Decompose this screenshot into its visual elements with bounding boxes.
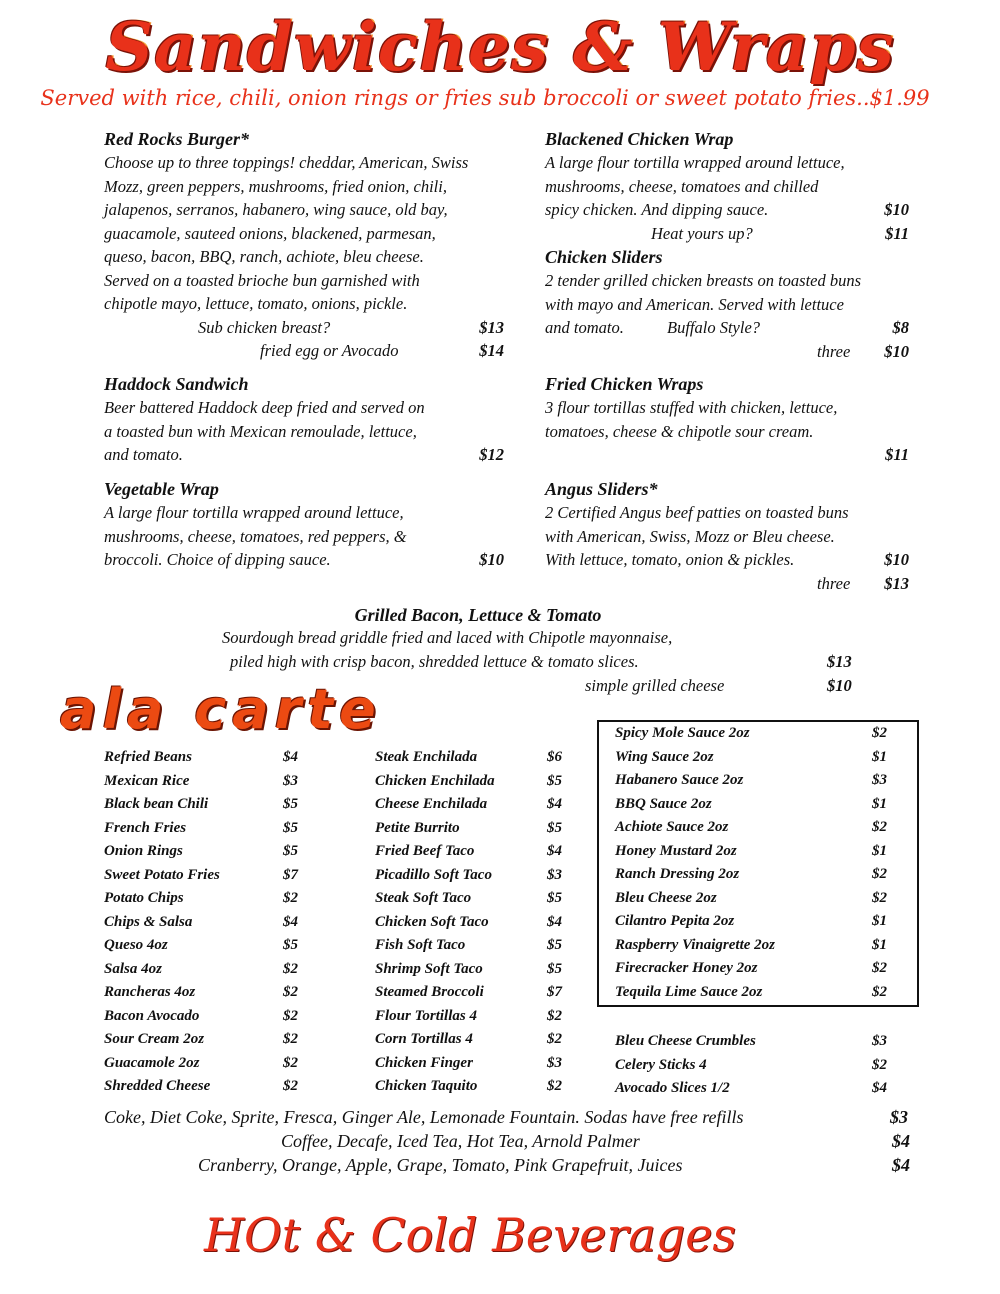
item-price: $1: [872, 795, 887, 812]
item-name: BBQ Sauce 2oz: [615, 795, 712, 812]
menu-list-item: [615, 746, 887, 770]
item-name: Sour Cream 2oz: [104, 1031, 205, 1047]
option-row: three $10: [545, 340, 909, 364]
menu-item-fried-chicken-wraps: [545, 372, 909, 467]
menu-list-item: [375, 1052, 562, 1076]
item-price: $2: [547, 1007, 562, 1024]
item-price: $5: [283, 937, 298, 953]
grilled-cheese-price: $10: [827, 676, 852, 695]
item-name: Tequila Lime Sauce 2oz: [615, 983, 763, 1000]
item-price: $7: [283, 866, 298, 883]
menu-list-item: [104, 793, 298, 817]
menu-list-item: [375, 958, 562, 982]
menu-list-item: [104, 934, 298, 958]
menu-list-item: [104, 817, 298, 841]
menu-list-item: [615, 934, 887, 958]
item-price: $1: [872, 842, 887, 859]
item-name: Chicken Taquito: [375, 1078, 478, 1094]
item-name: Spicy Mole Sauce 2oz: [615, 725, 750, 741]
menu-item-vegetable-wrap: [104, 477, 504, 572]
item-name: Raspberry Vinaigrette 2oz: [615, 936, 776, 953]
item-price: $3: [547, 1054, 562, 1071]
price: $8: [892, 318, 909, 337]
item-price: $5: [547, 772, 562, 789]
menu-list-item: [104, 1052, 298, 1076]
beverage-line-juices: Cranberry, Orange, Apple, Grape, Tomato, Pink Grapefruit, Juices: [198, 1155, 683, 1175]
item-price: $2: [283, 984, 298, 1000]
item-title: Haddock Sandwich: [104, 374, 249, 394]
beverages-heading: HOt & Cold Beverages: [203, 1208, 737, 1262]
item-price: $2: [547, 1031, 562, 1047]
ala-carte-column-1: [104, 746, 298, 1099]
item-price: $2: [283, 890, 298, 906]
menu-list-item: [104, 911, 298, 935]
item-description: Choose up to three toppings! cheddar, American, Swiss Mozz, green peppers, mushrooms, fried onion, chili, jalapenos, serranos, habanero, wing sauce, old bay, guacamole, sauteed onions, blackened, parmesan, queso, bacon, BBQ, ranch, achiote, bleu cheese. Served on a toasted brioche bun garnished with chipotle mayo, lettuce, tomato, onions, pickle.: [104, 153, 469, 313]
extras-list: [615, 1030, 887, 1101]
item-name: Petite Burrito: [375, 819, 460, 836]
item-title: Blackened Chicken Wrap: [545, 129, 734, 149]
item-price: $4: [547, 843, 562, 859]
item-name: Mexican Rice: [104, 772, 190, 789]
beverage-price: $3: [890, 1107, 908, 1127]
item-price: $5: [547, 819, 562, 836]
item-price: $2: [872, 866, 887, 882]
item-name: Ranch Dressing 2oz: [615, 866, 740, 882]
menu-list-item: [615, 1030, 887, 1054]
menu-list-item: [615, 793, 887, 817]
price: $13: [479, 317, 504, 337]
menu-item-angus-sliders: [545, 477, 909, 595]
menu-list-item: [615, 1077, 887, 1101]
item-price: $6: [547, 749, 562, 765]
menu-item-red-rocks-burger: [104, 127, 504, 363]
item-title: Red Rocks Burger*: [104, 129, 250, 149]
menu-list-item: [615, 1054, 887, 1078]
item-name: Honey Mustard 2oz: [615, 842, 737, 859]
blt-description-line: piled high with crisp bacon, shredded lettuce & tomato slices.: [230, 652, 639, 671]
item-price: $4: [547, 796, 562, 812]
item-name: Rancheras 4oz: [104, 984, 196, 1000]
item-price: $2: [872, 960, 887, 976]
price-row: and tomato. Buffalo Style? $8: [545, 316, 909, 340]
menu-list-item: [375, 911, 562, 935]
item-price: $1: [872, 748, 887, 765]
price: $11: [885, 223, 909, 243]
item-description: A large flour tortilla wrapped around lettuce, mushrooms, cheese, tomatoes and chilled: [545, 153, 845, 196]
item-title: Angus Sliders*: [545, 479, 658, 499]
menu-list-item: [375, 934, 562, 958]
item-price: $4: [283, 913, 298, 930]
item-name: Cilantro Pepita 2oz: [615, 913, 735, 929]
price: $14: [479, 341, 504, 360]
menu-list-item: [104, 746, 298, 770]
item-name: Black bean Chili: [104, 796, 209, 812]
menu-list-item: [615, 722, 887, 746]
item-name: Potato Chips: [104, 890, 184, 906]
price-row: spicy chicken. And dipping sauce. $10: [545, 198, 909, 222]
menu-list-item: [375, 793, 562, 817]
item-name: Bleu Cheese 2oz: [615, 889, 717, 906]
item-name: Onion Rings: [104, 843, 183, 859]
item-name: Chicken Finger: [375, 1054, 473, 1071]
price: $10: [884, 341, 909, 361]
item-title: Vegetable Wrap: [104, 479, 219, 499]
item-price: $3: [283, 772, 298, 789]
menu-list-item: [375, 1075, 562, 1099]
item-price: $4: [283, 749, 298, 765]
item-price: $2: [283, 1007, 298, 1024]
menu-list-item: [375, 981, 562, 1005]
blt-price: $13: [827, 652, 852, 671]
item-name: Salsa 4oz: [104, 960, 162, 977]
item-price: $1: [872, 913, 887, 929]
menu-list-item: [104, 1005, 298, 1029]
item-name: Bacon Avocado: [104, 1007, 200, 1024]
item-description: 2 tender grilled chicken breasts on toasted buns with mayo and American. Served with lettuce: [545, 271, 862, 314]
item-name: Refried Beans: [104, 749, 192, 765]
item-price: $2: [283, 1078, 298, 1094]
menu-list-item: [615, 769, 887, 793]
item-description: Beer battered Haddock deep fried and served on a toasted bun with Mexican remoulade, lettuce,: [104, 398, 425, 441]
item-name: Chicken Enchilada: [375, 772, 495, 789]
ala-carte-heading: ala carte: [60, 678, 382, 741]
menu-list-item: [615, 981, 887, 1005]
item-name: Picadillo Soft Taco: [375, 866, 492, 883]
price: $10: [884, 200, 909, 219]
price: $10: [479, 550, 504, 569]
menu-list-item: [615, 816, 887, 840]
item-price: $5: [547, 960, 562, 977]
menu-list-item: [375, 1005, 562, 1029]
sauce-list: [615, 722, 887, 1004]
item-description: A large flour tortilla wrapped around lettuce, mushrooms, cheese, tomatoes, red peppers, &: [104, 503, 407, 546]
item-title: Fried Chicken Wraps: [545, 374, 704, 394]
item-price: $5: [283, 843, 298, 859]
item-name: Shrimp Soft Taco: [375, 960, 483, 977]
item-price: $3: [547, 866, 562, 883]
item-price: $5: [283, 796, 298, 812]
item-price: $2: [547, 1078, 562, 1094]
option-row: Heat yours up? $11: [545, 222, 909, 246]
price-row: [545, 443, 909, 467]
item-price: $2: [283, 960, 298, 977]
item-description: 3 flour tortillas stuffed with chicken, lettuce, tomatoes, cheese & chipotle sour cream.: [545, 398, 838, 441]
item-name: Flour Tortillas 4: [375, 1007, 477, 1024]
price-row: With lettuce, tomato, onion & pickles. $10: [545, 548, 909, 572]
menu-list-item: [375, 817, 562, 841]
menu-list-item: [615, 840, 887, 864]
price-row: and tomato. $12: [104, 443, 504, 467]
item-price: $7: [547, 984, 562, 1000]
menu-list-item: [615, 910, 887, 934]
item-name: Guacamole 2oz: [104, 1054, 200, 1071]
option-row: Sub chicken breast? $13: [104, 316, 504, 340]
menu-list-item: [615, 957, 887, 981]
menu-list-item: [375, 770, 562, 794]
item-name: Cheese Enchilada: [375, 796, 488, 812]
beverage-price: $4: [892, 1155, 910, 1175]
menu-list-item: [104, 840, 298, 864]
menu-list-item: [615, 887, 887, 911]
item-name: Bleu Cheese Crumbles: [615, 1033, 756, 1049]
beverage-price: $4: [892, 1131, 910, 1151]
item-price: $2: [872, 889, 887, 906]
menu-item-chicken-sliders: [545, 245, 909, 363]
item-price: $5: [547, 937, 562, 953]
menu-list-item: [104, 1028, 298, 1052]
item-price: $2: [872, 725, 887, 741]
menu-list-item: [104, 770, 298, 794]
sides-note: Served with rice, chili, onion rings or fries sub broccoli or sweet potato fries..$1.99: [40, 86, 930, 110]
menu-list-item: [375, 746, 562, 770]
price: $11: [885, 445, 909, 464]
beverage-line-sodas: Coke, Diet Coke, Sprite, Fresca, Ginger Ale, Lemonade Fountain. Sodas have free refills: [104, 1107, 744, 1127]
item-price: $3: [872, 772, 887, 788]
item-name: Achiote Sauce 2oz: [615, 819, 729, 835]
item-price: $2: [872, 1056, 887, 1073]
beverage-line-hot: Coffee, Decafe, Iced Tea, Hot Tea, Arnold Palmer: [281, 1131, 640, 1151]
menu-item-blackened-chicken-wrap: [545, 127, 909, 245]
price: $10: [884, 550, 909, 569]
blt-description-line: Sourdough bread griddle fried and laced with Chipotle mayonnaise,: [222, 628, 673, 647]
item-price: $1: [872, 936, 887, 953]
item-name: Fried Beef Taco: [375, 843, 475, 859]
item-title: Chicken Sliders: [545, 247, 663, 267]
item-name: Celery Sticks 4: [615, 1056, 707, 1073]
menu-list-item: [104, 981, 298, 1005]
item-price: $2: [872, 819, 887, 835]
item-price: $2: [283, 1031, 298, 1047]
item-price: $3: [872, 1033, 887, 1049]
menu-list-item: [375, 840, 562, 864]
item-price: $4: [872, 1080, 887, 1096]
ala-carte-column-2: [375, 746, 562, 1099]
item-name: Chips & Salsa: [104, 913, 193, 930]
item-price: $2: [872, 983, 887, 1000]
item-name: Fish Soft Taco: [375, 937, 466, 953]
item-description: 2 Certified Angus beef patties on toasted buns with American, Swiss, Mozz or Bleu cheese.: [545, 503, 849, 546]
page-title: Sandwiches & Wraps: [105, 8, 895, 86]
item-name: Steak Soft Taco: [375, 890, 472, 906]
option-row: three $13: [545, 572, 909, 596]
price: $13: [884, 573, 909, 593]
menu-list-item: [104, 958, 298, 982]
menu-list-item: [104, 887, 298, 911]
item-name: Shredded Cheese: [104, 1078, 211, 1094]
item-price: $5: [547, 890, 562, 906]
item-price: $2: [283, 1054, 298, 1071]
item-name: Wing Sauce 2oz: [615, 748, 714, 765]
menu-list-item: [375, 887, 562, 911]
item-name: Corn Tortillas 4: [375, 1031, 473, 1047]
price-row: broccoli. Choice of dipping sauce. $10: [104, 548, 504, 572]
item-name: French Fries: [104, 819, 187, 836]
blt-title: Grilled Bacon, Lettuce & Tomato: [354, 605, 602, 625]
menu-list-item: [615, 863, 887, 887]
grilled-cheese-option: simple grilled cheese: [585, 676, 725, 695]
menu-list-item: [104, 864, 298, 888]
menu-item-haddock-sandwich: [104, 372, 504, 467]
item-price: $4: [547, 913, 562, 930]
price: $12: [479, 445, 504, 464]
item-name: Sweet Potato Fries: [104, 866, 220, 883]
item-name: Steak Enchilada: [375, 749, 478, 765]
item-name: Queso 4oz: [104, 937, 168, 953]
item-name: Chicken Soft Taco: [375, 913, 489, 930]
menu-list-item: [104, 1075, 298, 1099]
menu-list-item: [375, 864, 562, 888]
item-name: Firecracker Honey 2oz: [615, 960, 758, 976]
option-row: fried egg or Avocado $14: [104, 339, 504, 363]
item-price: $5: [283, 819, 298, 836]
item-name: Steamed Broccoli: [375, 984, 484, 1000]
item-name: Avocado Slices 1/2: [615, 1080, 730, 1096]
item-name: Habanero Sauce 2oz: [615, 772, 744, 788]
menu-list-item: [375, 1028, 562, 1052]
